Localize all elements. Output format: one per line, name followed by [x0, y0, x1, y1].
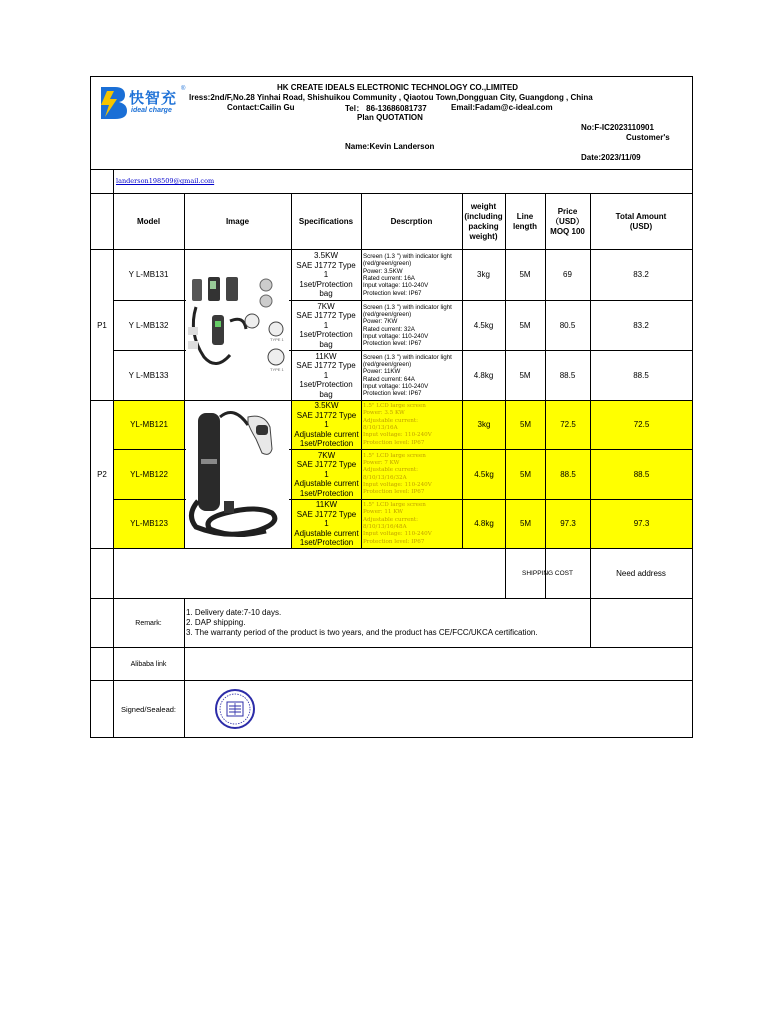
row-6-total: 97.3 — [591, 500, 692, 548]
logo-brand-cn: 快智充 — [129, 89, 178, 107]
spec-line: 1set/Protection — [299, 279, 353, 289]
spec-line: Adjustable current — [294, 429, 359, 439]
spec-line: SAE J1772 Type — [296, 509, 357, 519]
desc-line: 8/10/13/16/32A — [363, 474, 407, 481]
desc-line: Power: 3.5KW — [363, 267, 403, 275]
desc-line: Rated current: 16A — [363, 275, 415, 282]
desc-line: Adjustable current: — [363, 467, 418, 474]
col-specs: Specifications — [298, 216, 354, 226]
desc-line: Adjustable current: — [363, 516, 418, 523]
row-6-weight: 4.8kg — [463, 500, 505, 548]
customer-name: Name:Kevin Landerson — [345, 142, 435, 151]
desc-line: (red/green/green) — [363, 360, 412, 368]
remark-line: 2. DAP shipping. — [186, 618, 246, 627]
spec-line: 11KW — [315, 351, 337, 361]
spec-line: 7KW — [317, 301, 335, 311]
row-3-price: 88.5 — [559, 370, 576, 380]
desc-line: Input voltage: 110-240V — [363, 531, 432, 538]
col-weight — [462, 194, 505, 249]
contact-person: Contact:Cailin Gu — [227, 103, 295, 112]
spec-line: 1 — [324, 420, 329, 430]
desc-line: Input voltage: 110-240V — [363, 432, 432, 439]
p2-product-image — [186, 405, 289, 547]
desc-line: Protection level: IP67 — [363, 439, 425, 446]
spec-line: 3.5KW — [314, 401, 339, 411]
row-6-desc — [362, 500, 462, 548]
row-4-total: 72.5 — [591, 401, 692, 449]
spec-line: 1set/Protection — [299, 330, 353, 340]
row-3-line: 5M — [519, 370, 531, 380]
desc-line: (red/green/green) — [363, 310, 412, 318]
row-2-price: 80.5 — [559, 320, 576, 330]
desc-line: Power: 11KW — [363, 368, 401, 376]
remark-line: 3. The warranty period of the product is two years, and the product has CE/FCC/UKCA certification. — [186, 628, 538, 637]
customer-email-link[interactable] — [116, 172, 276, 190]
col-weight-line: (including — [464, 211, 503, 221]
spec-line: bag — [319, 389, 333, 399]
spec-line: SAE J1772 Type — [296, 311, 356, 321]
desc-line: Protection level: IP67 — [363, 340, 422, 348]
desc-line: Power: 11 KW — [363, 509, 403, 516]
p1-product-image — [186, 273, 289, 377]
row-2-total: 83.2 — [633, 320, 649, 330]
row-3-model: Y L-MB133 — [128, 370, 169, 380]
desc-line: Adjustable current: — [363, 417, 418, 424]
row-5-line: 5M — [506, 450, 545, 499]
desc-line: Protection level: IP67 — [363, 489, 425, 496]
spec-line: 1set/Protection — [299, 488, 354, 498]
desc-line: Input voltage: 110-240V — [363, 282, 429, 290]
desc-line: 1.5" LCD large screen — [363, 452, 426, 459]
row-5-price: 88.5 — [546, 450, 590, 499]
row-2-spec — [291, 301, 361, 350]
col-weight-line: weight) — [469, 231, 498, 241]
col-price-line: Price — [557, 206, 578, 216]
alibaba-link-value[interactable] — [185, 648, 692, 680]
row-2-desc — [362, 301, 462, 350]
col-line-length — [505, 194, 545, 249]
desc-line: Input voltage: 110-240V — [363, 332, 429, 340]
svg-text:TYPE 1: TYPE 1 — [270, 337, 284, 342]
spec-line: 1 — [323, 320, 329, 330]
svg-text:TYPE 1: TYPE 1 — [270, 367, 284, 372]
desc-line: Screen (1.3 ") with indicator light — [363, 253, 452, 261]
desc-line: 1.5" LCD large screen — [363, 403, 426, 410]
row-2-weight: 4.5kg — [473, 320, 494, 330]
row-5-model: YL-MB122 — [114, 450, 184, 499]
shipping-cost-value: Need address — [616, 568, 666, 578]
row-1-spec — [291, 250, 361, 300]
col-price-line: （USD） — [551, 216, 584, 226]
spec-line: 1set/Protection — [299, 439, 354, 449]
row-4-price: 72.5 — [546, 401, 590, 449]
row-5-weight: 4.5kg — [463, 450, 505, 499]
desc-line: Power: 3.5 KW — [363, 410, 405, 417]
row-4-spec — [292, 401, 361, 449]
desc-line: Power: 7KW — [363, 318, 398, 326]
desc-line: Rated current: 64A — [363, 375, 415, 383]
spec-line: 1 — [323, 270, 329, 280]
desc-line: Rated current: 32A — [363, 325, 415, 333]
row-1-total: 83.2 — [633, 270, 649, 279]
row-6-model: YL-MB123 — [114, 500, 184, 548]
spec-line: SAE J1772 Type — [296, 361, 356, 371]
group-label-p2: P2 — [97, 470, 107, 479]
col-line-line: Line — [516, 211, 534, 221]
desc-line: Input voltage: 110-240V — [363, 481, 432, 488]
col-image: Image — [225, 216, 250, 226]
row-1-price: 69 — [563, 270, 572, 279]
desc-line: Screen (1.3 ") with indicator light — [363, 353, 452, 361]
row-5-desc — [362, 450, 462, 499]
col-desc: Descrption — [390, 216, 433, 226]
desc-line: Power: 7 KW — [363, 459, 400, 466]
row-4-weight: 3kg — [463, 401, 505, 449]
row-3-total: 88.5 — [633, 370, 649, 380]
contact-email: Email:Fadam@c-ideal.com — [451, 103, 553, 112]
quote-number: No:F-IC2023110901 — [581, 123, 654, 132]
customer-email[interactable]: landerson198509@gmail.com — [116, 177, 215, 185]
row-5-total: 88.5 — [591, 450, 692, 499]
row-1-model: Y L-MB131 — [128, 270, 169, 279]
desc-line: Protection level: IP67 — [363, 289, 422, 297]
desc-line: 8/10/13/16/48A — [363, 524, 407, 530]
remark-label: Remark: — [135, 619, 162, 627]
spec-line: 3.5KW — [313, 251, 338, 261]
desc-line: Input voltage: 110-240V — [363, 382, 429, 390]
row-4-line: 5M — [506, 401, 545, 449]
desc-line: Protection level: IP67 — [363, 538, 425, 545]
row-4-model: YL-MB121 — [114, 401, 184, 449]
spec-line: SAE J1772 Type — [296, 460, 357, 470]
row-3-spec — [291, 351, 361, 400]
spec-line: bag — [319, 289, 333, 299]
col-line-line: length — [513, 221, 537, 231]
col-total-line: Total Amount — [615, 211, 667, 221]
row-3-desc — [362, 351, 462, 400]
spec-line: bag — [319, 339, 333, 349]
spec-line: SAE J1772 Type — [296, 260, 356, 270]
company-seal — [213, 687, 257, 731]
alibaba-link-label: Alibaba link — [130, 660, 167, 668]
spec-line: SAE J1772 Type — [296, 410, 357, 420]
company-name: HK CREATE IDEALS ELECTRONIC TECHNOLOGY CO.,LIMITED — [277, 83, 519, 92]
spec-line: Adjustable current — [294, 479, 359, 489]
company-logo — [95, 85, 187, 125]
spec-line: 11KW — [315, 500, 338, 510]
spec-line: 1 — [323, 370, 329, 380]
col-weight-line: packing — [468, 221, 499, 231]
plan-title: Plan QUOTATION — [357, 113, 423, 122]
col-price — [545, 194, 590, 249]
shipping-cost-label: SHIPPING COST — [522, 570, 573, 577]
row-6-line: 5M — [506, 500, 545, 548]
row-1-line: 5M — [519, 270, 531, 279]
row-6-price: 97.3 — [546, 500, 590, 548]
desc-line: 8/10/13/16A — [363, 425, 398, 431]
row-2-line: 5M — [519, 320, 531, 330]
col-weight-line: weight — [470, 201, 497, 211]
row-1-weight: 3kg — [477, 270, 490, 279]
logo-registered: ® — [181, 86, 186, 92]
col-model: Model — [136, 216, 161, 226]
customer-label: Customer's — [626, 133, 670, 142]
group-label-p1: P1 — [97, 320, 107, 330]
row-2-model: Y L-MB132 — [128, 320, 169, 330]
company-address: lress:2nd/F,No.28 Yinhai Road, Shishuikou Community , Qiaotou Town,Dongguan City, Guangdong , China — [189, 93, 593, 102]
desc-line: Screen (1.3 ") with indicator light — [363, 303, 452, 311]
charger-image-p2 — [186, 405, 289, 547]
row-3-weight: 4.8kg — [473, 370, 494, 380]
remark-line: 1. Delivery date:7-10 days. — [186, 608, 282, 617]
contact-tel: Tel： 86-13686081737 — [345, 104, 427, 113]
col-price-line: MOQ 100 — [550, 226, 585, 236]
row-4-desc — [362, 401, 462, 449]
spec-line: 1set/Protection — [299, 380, 353, 390]
signed-label: Signed/Sealead: — [120, 704, 177, 714]
row-5-spec — [292, 450, 361, 499]
desc-line: 1.5" LCD large screen — [363, 502, 426, 509]
quotation-sheet — [90, 76, 693, 738]
logo-brand-en: ideal charge — [131, 107, 172, 114]
charger-image-p1 — [186, 273, 289, 377]
spec-line: 1set/Protection — [299, 538, 354, 548]
spec-line: Adjustable current — [294, 528, 359, 538]
spec-line: 7KW — [317, 450, 336, 460]
remark-content — [186, 608, 590, 644]
col-total-line: (USD) — [629, 221, 653, 231]
desc-line: Protection level: IP67 — [363, 390, 422, 398]
logo-mark-icon — [95, 85, 129, 121]
row-6-spec — [292, 500, 361, 548]
seal-stamp-icon — [213, 687, 257, 731]
spec-line: 1 — [324, 469, 329, 479]
quote-date: Date:2023/11/09 — [581, 153, 641, 162]
spec-line: 1 — [324, 519, 329, 529]
col-total — [590, 194, 692, 249]
row-1-desc — [362, 250, 462, 300]
desc-line: (red/green/green) — [363, 260, 412, 268]
